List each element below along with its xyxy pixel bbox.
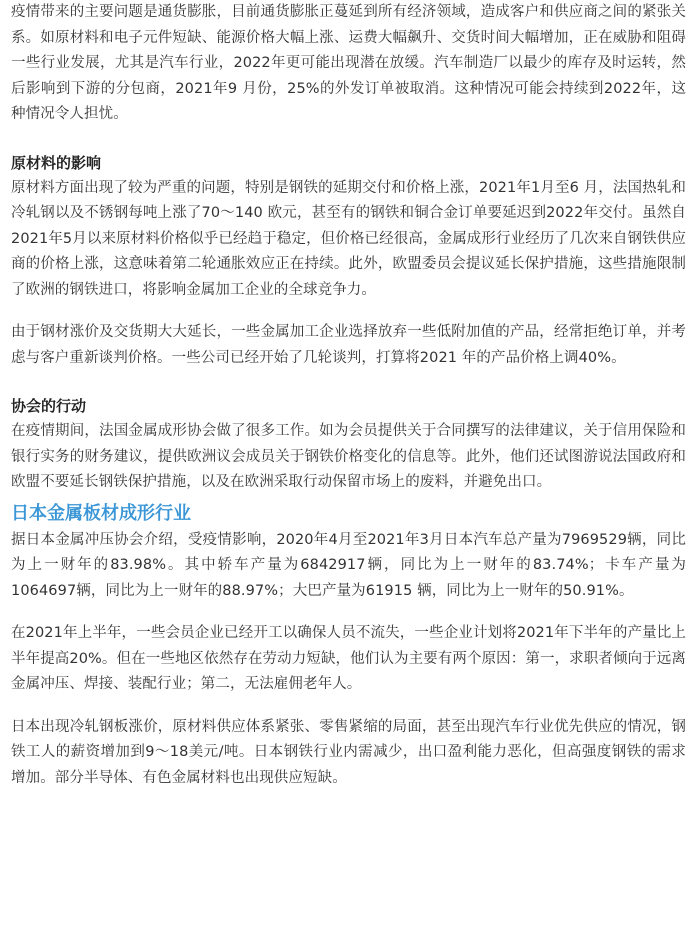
paragraph-price-negotiation: 由于钢材涨价及交货期大大延长，一些金属加工企业选择放弃一些低附加值的产品，经常拒绝订单，并考虑与客户重新谈判价格。一些公司已经开始了几轮谈判，打算将2021 年的产品价格上调40%。 <box>11 324 686 366</box>
section-heading-raw-materials: 原材料的影响 <box>11 153 102 172</box>
spacer <box>11 698 686 715</box>
paragraph-raw-materials: 原材料方面出现了较为严重的问题，特别是钢铁的延期交付和价格上涨，2021年1月至6 月，法国热轧和冷轧钢以及不锈钢每吨上涨了70～140 欧元，甚至有的钢铁和铜合金订单要延迟到2022年交付。虽然自2021年5月以来原材料价格似乎已经趋于稳定，但价格已经很高，金属成形行业经历了几次来自钢铁供应商的价格上涨，这意味着第二轮通胀效应正在持续。此外，欧盟委员会提议延长保护措施，这些措施限制了欧洲的钢铁进口，将影响金属加工企业的全球竞争力。 <box>11 179 686 298</box>
paragraph-japan-production: 据日本金属冲压协会介绍，受疫情影响，2020年4月至2021年3月日本汽车总产量为7969529辆，同比为上一财年的83.98%。其中轿车产量为6842917辆，同比为上一财年的83.74%；卡车产量为1064697辆，同比为上一财年的88.97%；大巴产量为61915 辆，同比为上一财年的50.91%。 <box>11 531 686 599</box>
paragraph-association: 在疫情期间，法国金属成形协会做了很多工作。如为会员提供关于合同撰写的法律建议，关于信用保险和银行实务的财务建议，提供欧洲议会成员关于钢铁价格变化的信息等。此外，他们还试图游说法国政府和欧盟不要延长钢铁保护措施，以及在欧洲采取行动保留市场上的废料，并避免出口。 <box>11 423 686 490</box>
paragraph-japan-labor: 在2021年上半年，一些会员企业已经开工以确保人员不流失，一些企业计划将2021年下半年的产量比上半年提高20%。但在一些地区依然存在劳动力短缺，他们认为主要有两个原因：第一，求职者倾向于远离金属冲压、焊接、装配行业；第二，无法雇佣老年人。 <box>11 625 686 692</box>
spacer <box>11 371 686 394</box>
section-heading-japan: 日本金属板材成形行业 <box>11 502 191 524</box>
spacer <box>11 604 686 621</box>
paragraph-japan-steel: 日本出现冷轧钢板涨价，原材料供应体系紧张、零售紧缩的局面，甚至出现汽车行业优先供应的情况，钢铁工人的薪资增加到9～18美元/吨。日本钢铁行业内需减少，出口盈利能力恶化，但高强度钢铁的需求增加。部分半导体、有色金属材料也出现供应短缺。 <box>11 718 686 786</box>
spacer <box>11 303 686 320</box>
paragraph-inflation: 疫情带来的主要问题是通货膨胀，目前通货膨胀正蔓延到所有经济领域，造成客户和供应商之间的紧张关系。如原材料和电子元件短缺、能源价格大幅上涨、运费大幅飙升、交货时间大幅增加，正在威胁和阻碍一些行业发展，尤其是汽车行业，2022年更可能出现潜在放缓。汽车制造厂以最少的库存及时运转，然后影响到下游的分包商，2021年9 月份，25%的外发订单被取消。这种情况可能会持续到2022年，这种情况令人担忧。 <box>11 4 686 122</box>
section-heading-association: 协会的行动 <box>11 397 87 415</box>
spacer <box>11 128 686 151</box>
